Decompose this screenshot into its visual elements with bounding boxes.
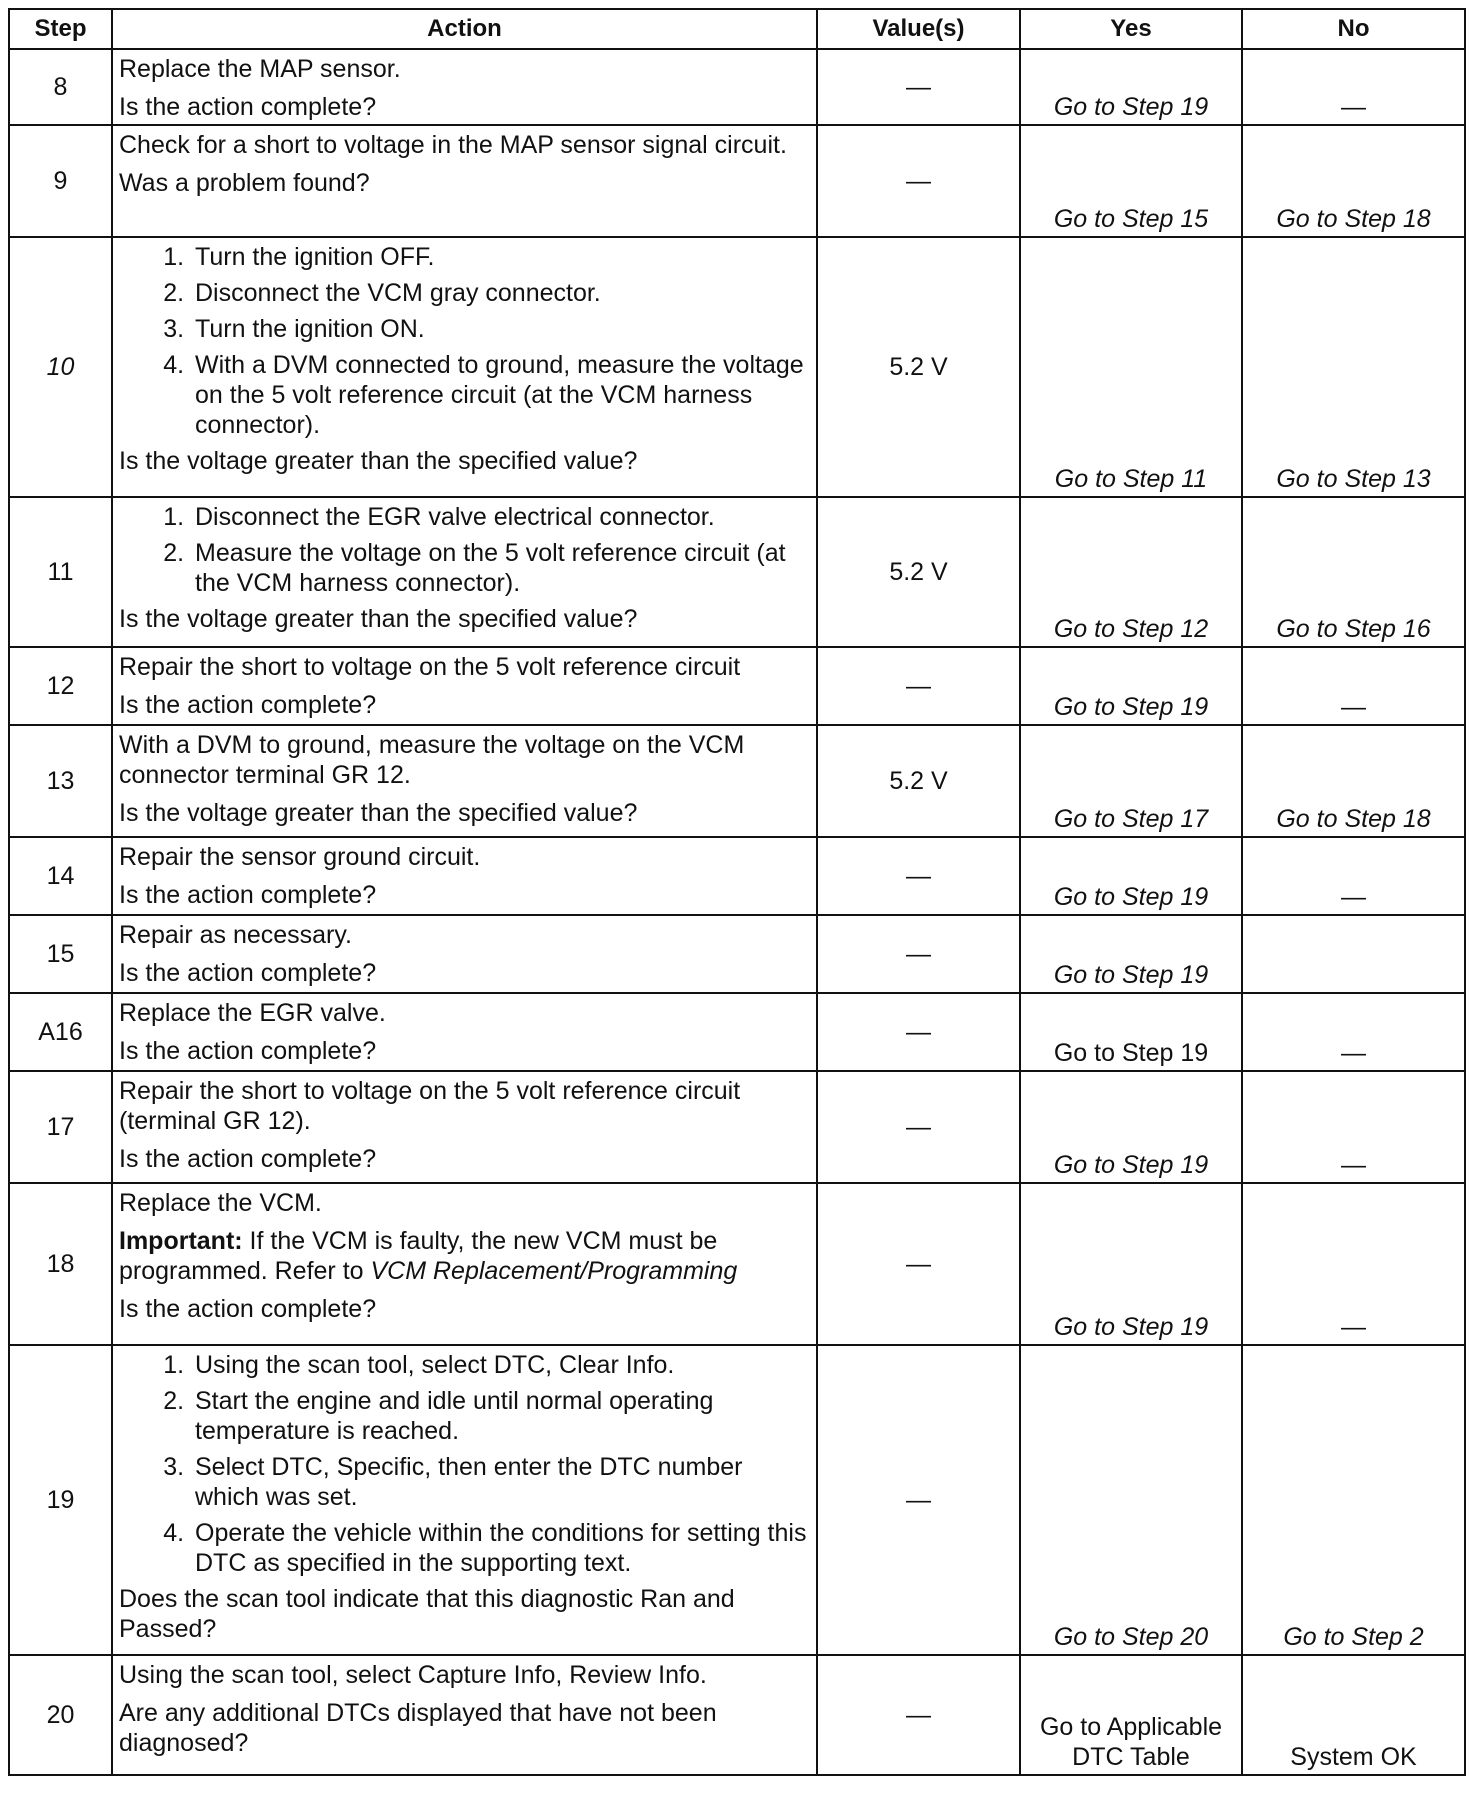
no-cell: — bbox=[1242, 1071, 1465, 1183]
table-row bbox=[9, 1345, 1465, 1655]
action-question: Is the action complete? bbox=[119, 1145, 377, 1173]
action-cell bbox=[112, 993, 817, 1071]
action-text: Replace the VCM. bbox=[119, 1189, 322, 1217]
action-text: With a DVM to ground, measure the voltage on the VCM connector terminal GR 12. bbox=[119, 731, 745, 789]
no-cell: System OK bbox=[1242, 1655, 1465, 1775]
action-question: Are any additional DTCs displayed that have not been diagnosed? bbox=[119, 1699, 717, 1757]
yes-cell: Go to Step 19 bbox=[1020, 1183, 1242, 1345]
action-cell bbox=[112, 497, 817, 647]
action-question: Does the scan tool indicate that this diagnostic Ran and Passed? bbox=[119, 1585, 735, 1643]
action-text: Replace the EGR valve. bbox=[119, 999, 386, 1027]
action-step: 3. Select DTC, Specific, then enter the DTC number which was set. bbox=[191, 1452, 810, 1512]
value-cell: — bbox=[817, 647, 1020, 725]
step-number: 9 bbox=[9, 125, 112, 237]
value-cell: — bbox=[817, 49, 1020, 125]
action-question: Is the action complete? bbox=[119, 93, 377, 121]
table-row bbox=[9, 915, 1465, 993]
action-cell bbox=[112, 125, 817, 237]
important-reference: VCM Replacement/Programming bbox=[370, 1257, 738, 1285]
action-step: 4. Operate the vehicle within the conditions for setting this DTC as specified in the supporting text. bbox=[191, 1518, 810, 1578]
step-number: 8 bbox=[9, 49, 112, 125]
value-cell: 5.2 V bbox=[817, 237, 1020, 497]
no-cell: — bbox=[1242, 993, 1465, 1071]
step-number: 18 bbox=[9, 1183, 112, 1345]
no-cell: Go to Step 13 bbox=[1242, 237, 1465, 497]
action-step: 1. Turn the ignition OFF. bbox=[191, 242, 810, 272]
table-row bbox=[9, 1183, 1465, 1345]
action-step: 4. With a DVM connected to ground, measure the voltage on the 5 volt reference circuit (at the VCM harness connector). bbox=[191, 350, 810, 440]
no-cell: — bbox=[1242, 1183, 1465, 1345]
action-question: Is the action complete? bbox=[119, 881, 377, 909]
header-yes: Yes bbox=[1020, 9, 1242, 49]
action-step: 2. Measure the voltage on the 5 volt reference circuit (at the VCM harness connector). bbox=[191, 538, 810, 598]
table-row bbox=[9, 647, 1465, 725]
action-step: 2. Disconnect the VCM gray connector. bbox=[191, 278, 810, 308]
value-cell: 5.2 V bbox=[817, 497, 1020, 647]
step-number: 11 bbox=[9, 497, 112, 647]
value-cell: — bbox=[817, 915, 1020, 993]
table-row bbox=[9, 237, 1465, 497]
action-question: Is the voltage greater than the specified value? bbox=[119, 799, 638, 827]
action-text: Using the scan tool, select Capture Info, Review Info. bbox=[119, 1661, 707, 1689]
table-row bbox=[9, 837, 1465, 915]
header-step: Step bbox=[9, 9, 112, 49]
table-row bbox=[9, 1071, 1465, 1183]
step-number: 19 bbox=[9, 1345, 112, 1655]
step-number: 20 bbox=[9, 1655, 112, 1775]
action-cell bbox=[112, 1345, 817, 1655]
yes-cell: Go to Step 19 bbox=[1020, 993, 1242, 1071]
no-cell: — bbox=[1242, 837, 1465, 915]
yes-cell: Go to Step 19 bbox=[1020, 915, 1242, 993]
no-cell: — bbox=[1242, 647, 1465, 725]
action-question: Is the action complete? bbox=[119, 959, 377, 987]
no-cell: Go to Step 18 bbox=[1242, 725, 1465, 837]
important-text: If the VCM is faulty, the new VCM must be programmed. Refer to bbox=[119, 1227, 718, 1285]
no-cell: Go to Step 16 bbox=[1242, 497, 1465, 647]
action-cell bbox=[112, 237, 817, 497]
action-question: Is the action complete? bbox=[119, 1037, 377, 1065]
value-cell: — bbox=[817, 1071, 1020, 1183]
step-number: 15 bbox=[9, 915, 112, 993]
action-step: 2. Start the engine and idle until normal operating temperature is reached. bbox=[191, 1386, 810, 1446]
action-cell bbox=[112, 837, 817, 915]
action-cell bbox=[112, 1655, 817, 1775]
action-step: 1. Using the scan tool, select DTC, Clear Info. bbox=[191, 1350, 810, 1380]
action-text: Check for a short to voltage in the MAP sensor signal circuit. bbox=[119, 131, 787, 159]
header-action: Action bbox=[112, 9, 817, 49]
action-text: Repair as necessary. bbox=[119, 921, 352, 949]
important-label: Important: bbox=[119, 1227, 243, 1255]
step-number: 10 bbox=[9, 237, 112, 497]
action-cell bbox=[112, 647, 817, 725]
action-step: 3. Turn the ignition ON. bbox=[191, 314, 810, 344]
no-cell: Go to Step 18 bbox=[1242, 125, 1465, 237]
table-row bbox=[9, 49, 1465, 125]
action-steps bbox=[119, 242, 810, 440]
yes-cell: Go to Step 19 bbox=[1020, 647, 1242, 725]
step-number: 13 bbox=[9, 725, 112, 837]
action-text: Repair the sensor ground circuit. bbox=[119, 843, 481, 871]
value-cell: — bbox=[817, 993, 1020, 1071]
diagnostic-table bbox=[8, 8, 1466, 1776]
yes-cell: Go to Step 19 bbox=[1020, 1071, 1242, 1183]
action-steps bbox=[119, 502, 810, 598]
yes-cell: Go to Applicable DTC Table bbox=[1020, 1655, 1242, 1775]
action-question: Is the voltage greater than the specified value? bbox=[119, 447, 638, 475]
action-cell bbox=[112, 725, 817, 837]
action-question: Was a problem found? bbox=[119, 169, 370, 197]
yes-cell: Go to Step 15 bbox=[1020, 125, 1242, 237]
step-number: 14 bbox=[9, 837, 112, 915]
no-cell: — bbox=[1242, 49, 1465, 125]
yes-cell: Go to Step 12 bbox=[1020, 497, 1242, 647]
header-values: Value(s) bbox=[817, 9, 1020, 49]
table-row bbox=[9, 725, 1465, 837]
action-question: Is the action complete? bbox=[119, 1295, 377, 1323]
value-cell: — bbox=[817, 1655, 1020, 1775]
yes-cell: Go to Step 19 bbox=[1020, 49, 1242, 125]
value-cell: — bbox=[817, 837, 1020, 915]
action-cell bbox=[112, 1071, 817, 1183]
yes-cell: Go to Step 11 bbox=[1020, 237, 1242, 497]
table-row bbox=[9, 497, 1465, 647]
no-cell: Go to Step 2 bbox=[1242, 1345, 1465, 1655]
action-text: Replace the MAP sensor. bbox=[119, 55, 401, 83]
table-row bbox=[9, 125, 1465, 237]
action-steps bbox=[119, 1350, 810, 1578]
action-question: Is the voltage greater than the specified value? bbox=[119, 605, 638, 633]
action-step: 1. Disconnect the EGR valve electrical connector. bbox=[191, 502, 810, 532]
step-number: A16 bbox=[9, 993, 112, 1071]
header-no: No bbox=[1242, 9, 1465, 49]
important-note bbox=[119, 1226, 810, 1286]
yes-cell: Go to Step 19 bbox=[1020, 837, 1242, 915]
action-text: Repair the short to voltage on the 5 volt reference circuit (terminal GR 12). bbox=[119, 1077, 741, 1135]
step-number: 17 bbox=[9, 1071, 112, 1183]
header-row bbox=[9, 9, 1465, 49]
value-cell: — bbox=[817, 1345, 1020, 1655]
action-cell bbox=[112, 915, 817, 993]
value-cell: 5.2 V bbox=[817, 725, 1020, 837]
value-cell: — bbox=[817, 1183, 1020, 1345]
yes-cell: Go to Step 20 bbox=[1020, 1345, 1242, 1655]
no-cell bbox=[1242, 915, 1465, 993]
table-row bbox=[9, 993, 1465, 1071]
yes-cell: Go to Step 17 bbox=[1020, 725, 1242, 837]
action-text: Repair the short to voltage on the 5 volt reference circuit bbox=[119, 653, 741, 681]
value-cell: — bbox=[817, 125, 1020, 237]
action-cell bbox=[112, 1183, 817, 1345]
action-question: Is the action complete? bbox=[119, 691, 377, 719]
action-cell bbox=[112, 49, 817, 125]
table-row bbox=[9, 1655, 1465, 1775]
step-number: 12 bbox=[9, 647, 112, 725]
